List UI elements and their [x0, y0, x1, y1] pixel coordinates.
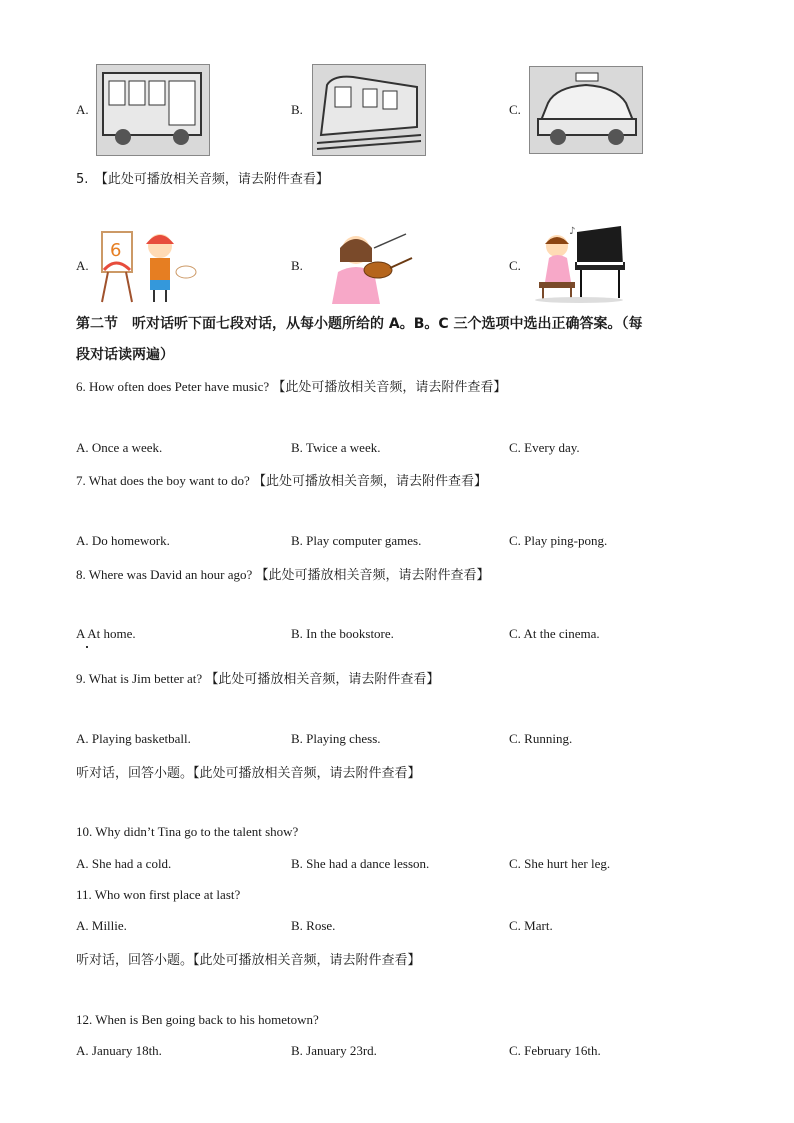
question-6: 6. How often does Peter have music? 【此处可播放相关音频，请去附件查看】: [76, 379, 507, 394]
painting-icon: [98, 226, 202, 304]
question-11: 11. Who won first place at last?: [76, 887, 241, 902]
question-12: 12. When is Ben going back to his hometown?: [76, 1012, 319, 1027]
train-picture: [312, 64, 426, 156]
option-b: B. January 23rd.: [291, 1043, 377, 1058]
svg-text:♪: ♪: [569, 226, 576, 237]
dialog-intro: 听对话，回答小题。【此处可播放相关音频，请去附件查看】: [76, 953, 421, 968]
question-10: 10. Why didn’t Tina go to the talent show?: [76, 824, 299, 839]
option-a: A. Playing basketball.: [76, 731, 191, 746]
option-a: A. January 18th.: [76, 1043, 162, 1058]
girl-painting-picture: [98, 226, 202, 304]
question-9: 9. What is Jim better at? 【此处可播放相关音频，请去附件查看】: [76, 671, 440, 686]
dialog-intro: 听对话，回答小题。【此处可播放相关音频，请去附件查看】: [76, 766, 421, 781]
taxi-picture: [529, 66, 643, 154]
option-c-label: C.: [509, 102, 521, 117]
option-a-label: A.: [76, 258, 89, 273]
section-heading: 第二节 听对话听下面七段对话，从每小题所给的 A。B。C 三个选项中选出正确答案。（每: [76, 316, 643, 332]
option-b: B. Twice a week.: [291, 440, 381, 455]
option-c: C. She hurt her leg.: [509, 856, 611, 871]
option-a: A At home.: [76, 626, 136, 641]
option-a: A. She had a cold.: [76, 856, 172, 871]
option-a: A. Once a week.: [76, 440, 163, 455]
violin-icon: [314, 228, 418, 304]
bus-icon: [97, 65, 209, 155]
option-b: B. Playing chess.: [291, 731, 381, 746]
stray-dot: [86, 646, 88, 648]
bus-picture: [96, 64, 210, 156]
option-b: B. Play computer games.: [291, 533, 422, 548]
girl-piano-picture: [531, 222, 627, 304]
option-a: A. Millie.: [76, 918, 127, 933]
section-heading-cont: 段对话读两遍）: [76, 347, 174, 363]
option-b: B. Rose.: [291, 918, 336, 933]
question-5: 5. 【此处可播放相关音频，请去附件查看】: [76, 172, 329, 187]
question-8: 8. Where was David an hour ago? 【此处可播放相关音频，请去附件查看】: [76, 567, 490, 582]
girl-violin-picture: [314, 228, 418, 304]
train-icon: [313, 65, 425, 155]
piano-icon: [531, 222, 627, 304]
option-c: C. Running.: [509, 731, 573, 746]
svg-text:6: 6: [110, 240, 122, 261]
option-b-label: B.: [291, 102, 303, 117]
option-c: C. Every day.: [509, 440, 580, 455]
option-c: C. Play ping-pong.: [509, 533, 608, 548]
option-c: C. Mart.: [509, 918, 553, 933]
option-a-label: A.: [76, 102, 89, 117]
option-c: C. February 16th.: [509, 1043, 601, 1058]
taxi-icon: [530, 67, 642, 153]
option-b-label: B.: [291, 258, 303, 273]
question-7: 7. What does the boy want to do? 【此处可播放相关音频，请去附件查看】: [76, 473, 488, 488]
option-b: B. In the bookstore.: [291, 626, 394, 641]
option-c: C. At the cinema.: [509, 626, 600, 641]
option-b: B. She had a dance lesson.: [291, 856, 430, 871]
option-c-label: C.: [509, 258, 521, 273]
option-a: A. Do homework.: [76, 533, 170, 548]
